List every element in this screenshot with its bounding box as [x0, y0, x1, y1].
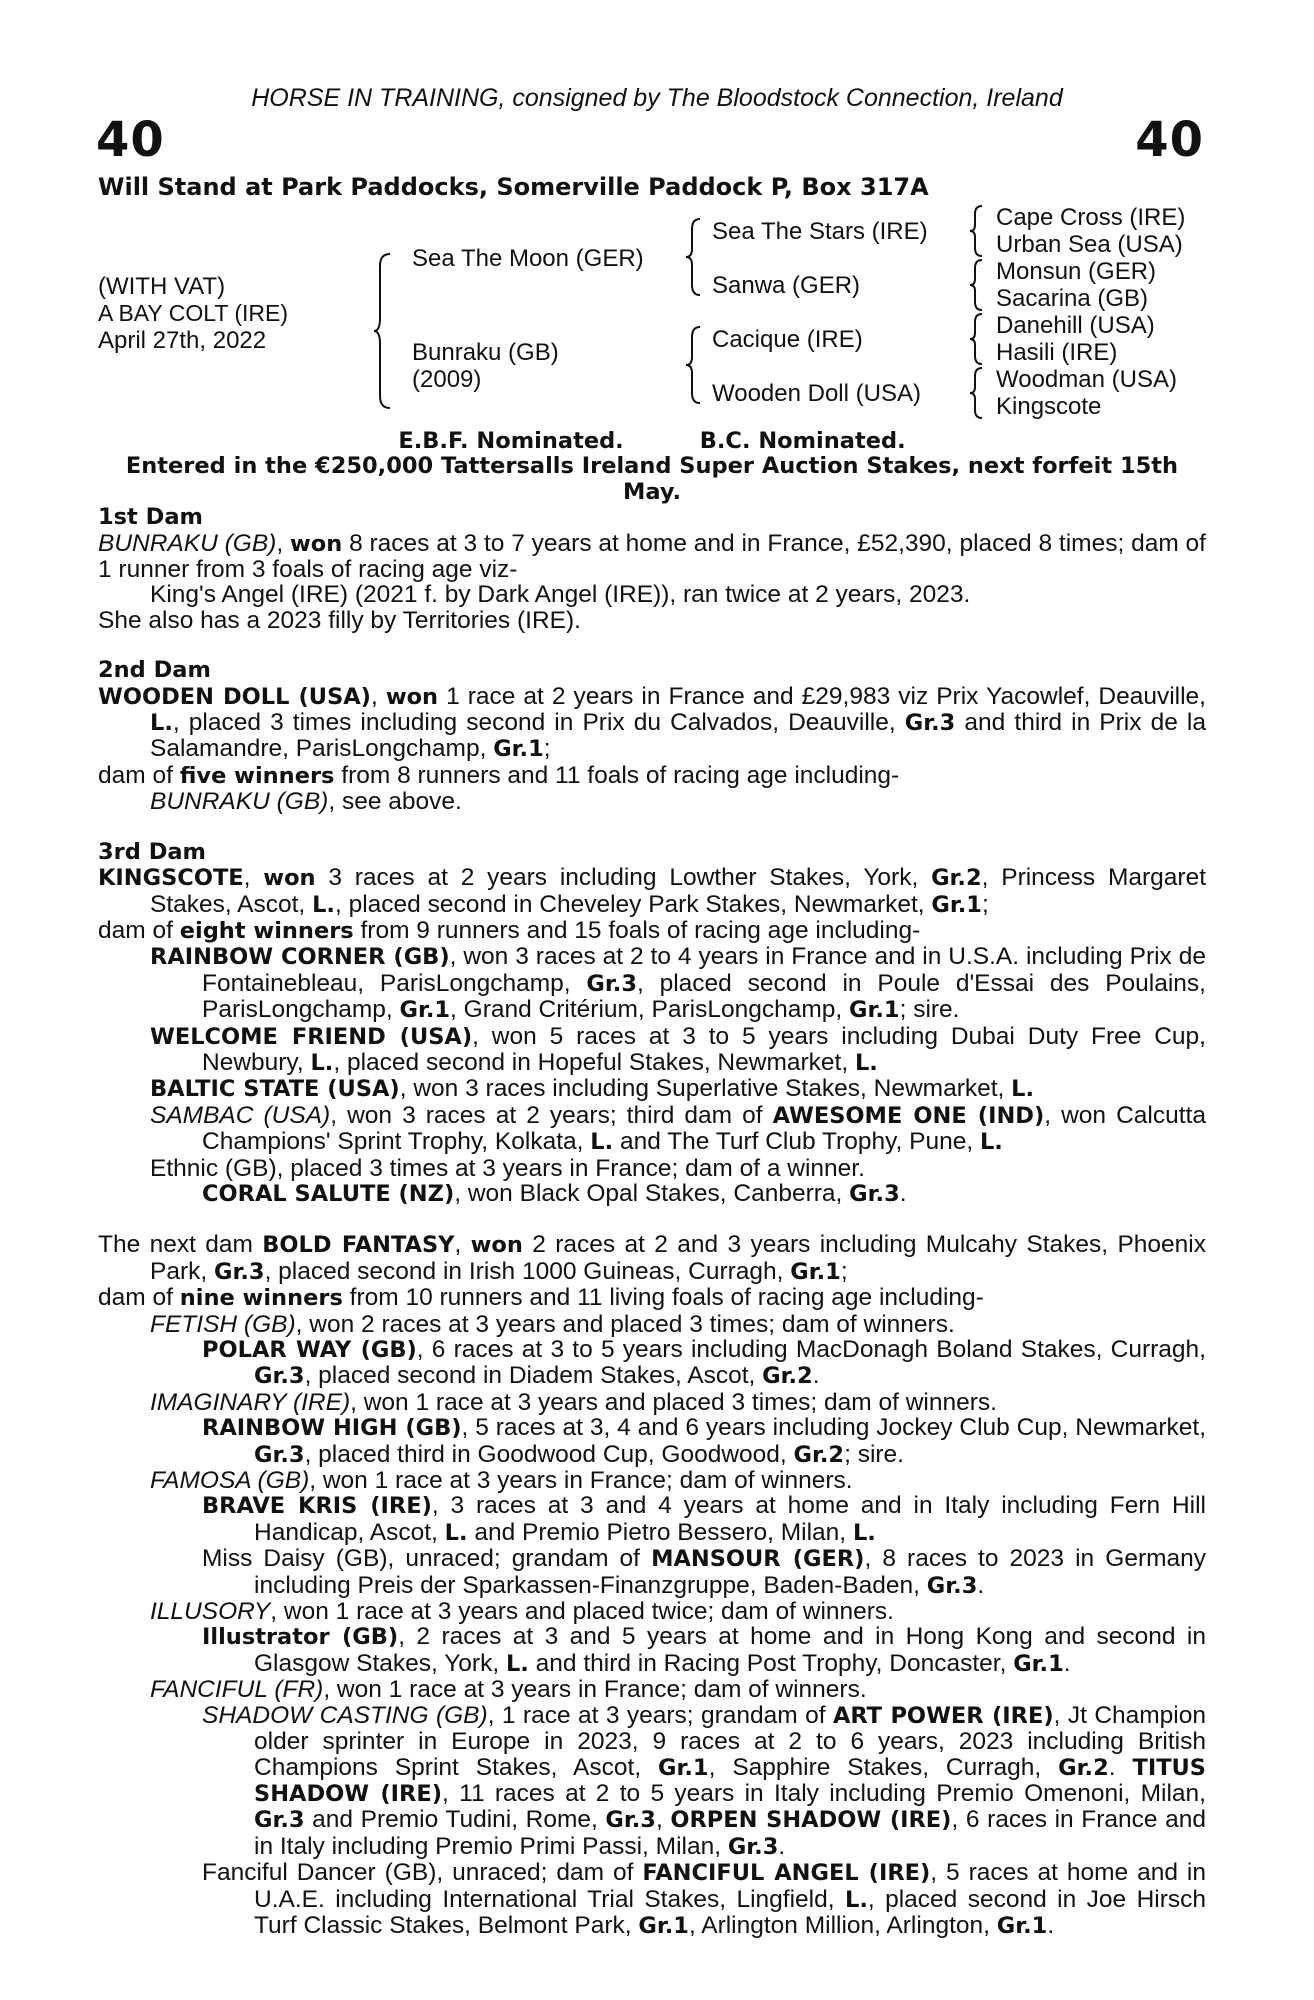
listed-label: L. — [844, 1886, 868, 1913]
record-text: , won 3 races at 2 years; third dam of — [330, 1101, 773, 1129]
grade-label: Gr.1 — [996, 1912, 1048, 1939]
grandsire-1: Cape Cross (IRE) — [996, 204, 1186, 231]
pedigree-brace-dam — [684, 325, 704, 405]
dam-name: WOODEN DOLL (USA) — [98, 683, 371, 710]
produce-name: FETISH (GB) — [150, 1310, 296, 1338]
record-text: , won 3 races at 2 to 4 years in France and in U.S.A. including Prix de Fontainebleau, ParisLongchamp, — [202, 943, 1206, 997]
granddam-2: Sacarina (GB) — [996, 285, 1149, 312]
record-text: dam of — [98, 1284, 180, 1312]
produce-name: ILLUSORY — [150, 1598, 271, 1626]
grandsire-3: Danehill (USA) — [996, 312, 1155, 339]
sire-sire: Sea The Stars (IRE) — [712, 218, 928, 245]
grade-label: Gr.3 — [214, 1258, 265, 1285]
grade-label: Gr.3 — [254, 1363, 305, 1390]
grade-label: Gr.1 — [849, 997, 900, 1024]
record-text: , Grand Critérium, ParisLongchamp, — [450, 996, 850, 1024]
listed-label: L. — [590, 1129, 614, 1156]
grade-label: Gr.3 — [926, 1572, 978, 1599]
record-text: , Jt Champion older sprinter in Europe in 2023, 9 races at 2 to 6 years, 2023 including British Champions Sprint Stakes, Ascot, — [254, 1701, 1207, 1781]
record-text: and The Turf Club Trophy, Pune, — [613, 1128, 980, 1156]
record-text: , 1 race at 3 years; grandam of — [487, 1701, 833, 1729]
listed-label: L. — [1011, 1076, 1035, 1103]
grade-label: Gr.1 — [399, 997, 451, 1024]
record-text: , 6 races at 3 to 5 years including MacDonagh Boland Stakes, Curragh, — [416, 1336, 1206, 1363]
produce-famosa — [98, 1468, 1206, 1493]
consignment-line: HORSE IN TRAINING, consigned by The Bloodstock Connection, Ireland — [251, 84, 1063, 112]
third-dam-heading: 3rd Dam — [98, 838, 206, 865]
record-text: and third in Racing Post Trophy, Doncaster, — [528, 1649, 1014, 1677]
record-text: , 2 races at 3 and 5 years at home and in Hong Kong and second in Glasgow Stakes, York, — [254, 1623, 1206, 1677]
granddam-4: Kingscote — [996, 393, 1102, 420]
produce-welcome-friend — [98, 1024, 1206, 1077]
dam-name: KINGSCOTE — [98, 865, 244, 892]
produce-name: CORAL SALUTE (NZ) — [202, 1180, 455, 1207]
listed-label: L. — [444, 1519, 468, 1546]
record-text: , won 1 race at 3 years in France; dam of winners. — [309, 1467, 853, 1495]
nominations — [98, 429, 1206, 454]
winners-count: five winners — [179, 762, 335, 789]
record-text: dam of — [98, 761, 180, 789]
record-text: from 9 runners and 15 foals of racing age including- — [353, 916, 921, 944]
pedigree-brace-main — [372, 252, 394, 410]
record-text: , Sapphire Stakes, Curragh, — [708, 1753, 1059, 1781]
record-text: , 5 races at 3, 4 and 6 years including Jockey Club Cup, Newmarket, — [461, 1414, 1206, 1442]
record-text: from 8 runners and 11 foals of racing age including- — [334, 761, 900, 789]
pedigree-brace-sire — [684, 217, 704, 297]
dam-name: BUNRAKU (GB) — [98, 529, 277, 557]
descendant-name: AWESOME ONE (IND) — [772, 1102, 1045, 1129]
won-label: won — [289, 530, 343, 557]
produce-illusory — [98, 1599, 1206, 1624]
horse-name: A BAY COLT (IRE) — [98, 300, 289, 326]
record-text: . — [1108, 1753, 1133, 1781]
third-dam-produce-summary — [98, 918, 1206, 944]
catalogue-body — [98, 429, 1206, 1939]
listed-label: L. — [310, 1049, 334, 1076]
first-dam-record: BUNRAKU (GB), won 8 races at 3 to 7 years at home and in France, £52,390, placed 8 times; dam of 1 runner from 3 foals of racing age viz- — [98, 529, 1206, 584]
record-text: . — [1063, 1649, 1071, 1677]
pedigree-brace-g4 — [968, 366, 986, 420]
record-text: , placed second in Cheveley Park Stakes, Newmarket, — [334, 890, 932, 918]
grade-label: Gr.2 — [1058, 1754, 1109, 1781]
second-dam-heading: 2nd Dam — [98, 657, 211, 684]
won-label: won — [263, 865, 316, 892]
grade-label: Gr.3 — [254, 1807, 305, 1834]
granddam-1: Urban Sea (USA) — [996, 231, 1183, 258]
dam-sire: Cacique (IRE) — [712, 326, 863, 353]
record-text: . — [899, 1179, 907, 1207]
sire-dam: Sanwa (GER) — [712, 272, 861, 299]
descendant-name: ART POWER (IRE) — [832, 1702, 1054, 1729]
record-text: , won 1 race at 3 years and placed twice; dam of winners. — [270, 1598, 894, 1626]
second-dam-produce-summary — [98, 763, 1206, 789]
produce-rainbow-corner — [98, 944, 1206, 1023]
record-text: , placed second in Poule d'Essai des Poulains, ParisLongchamp, — [202, 969, 1206, 1024]
produce-polar-way — [98, 1337, 1206, 1390]
produce-name: BUNRAKU (GB) — [150, 788, 329, 816]
first-dam-heading: 1st Dam — [98, 504, 203, 531]
produce-name: FANCIFUL (FR) — [150, 1676, 324, 1704]
record-text: , won 1 race at 3 years and placed 3 times; dam of winners. — [350, 1388, 997, 1416]
record-text: Miss Daisy (GB), unraced; grandam of — [202, 1545, 652, 1573]
sire: Sea The Moon (GER) — [412, 245, 644, 272]
record-text: , won Black Opal Stakes, Canberra, — [454, 1179, 850, 1207]
next-dam-produce-summary — [98, 1285, 1206, 1311]
lot-number-left: 40 — [96, 112, 165, 168]
produce-rainbow-high — [98, 1415, 1206, 1468]
first-dam-produce: King's Angel (IRE) (2021 f. by Dark Angel (IRE)), ran twice at 2 years, 2023. — [150, 581, 971, 609]
grandsire-2: Monsun (GER) — [996, 258, 1157, 285]
descendant-name: ORPEN SHADOW (IRE) — [670, 1807, 952, 1834]
record-text: . — [812, 1362, 820, 1390]
record-text: The next dam — [98, 1231, 263, 1259]
record-text: dam of — [98, 916, 180, 944]
produce-brave-kris — [98, 1493, 1206, 1546]
ebf-nomination: E.B.F. Nominated. — [398, 428, 624, 454]
record-text: , won 2 races at 3 years and placed 3 times; dam of winners. — [295, 1310, 955, 1338]
record-text: 3 races at 2 years including Lowther Stakes, York, — [315, 864, 932, 892]
produce-name: FAMOSA (GB) — [150, 1467, 310, 1495]
produce-miss-daisy — [98, 1546, 1206, 1599]
record-text: , placed second in Irish 1000 Guineas, Curragh, — [264, 1257, 791, 1285]
listed-label: L. — [150, 710, 173, 737]
produce-name: RAINBOW CORNER (GB) — [150, 944, 450, 971]
descendant-name: TITUS SHADOW (IRE) — [254, 1754, 1207, 1807]
produce-name: SAMBAC (USA) — [150, 1101, 331, 1129]
produce-coral-salute — [98, 1181, 1206, 1207]
third-dam-record: KINGSCOTE, won 3 races at 2 years including Lowther Stakes, York, Gr.2, Princess Margaret Stakes, Ascot, L., placed second in Cheveley Park Stakes, Newmarket, Gr.1; — [98, 864, 1206, 918]
second-dam-produce — [98, 789, 1206, 814]
record-text: ; — [543, 735, 551, 763]
produce-imaginary — [98, 1390, 1206, 1415]
grade-label: Gr.3 — [727, 1833, 779, 1860]
produce-fanciful-dancer — [98, 1860, 1206, 1939]
grade-label: Gr.1 — [1013, 1650, 1064, 1677]
listed-label: L. — [312, 891, 335, 918]
record-text: , see above. — [328, 788, 462, 816]
grade-label: Gr.2 — [762, 1363, 813, 1390]
produce-name: POLAR WAY (GB) — [202, 1337, 417, 1363]
record-text: , placed 3 times including second in Prix du Calvados, Deauville, — [172, 709, 905, 737]
listed-label: L. — [854, 1049, 878, 1076]
record-text: , placed second in Diadem Stakes, Ascot, — [304, 1362, 763, 1390]
pedigree-brace-g3 — [968, 312, 986, 366]
record-text: and Premio Tudini, Rome, — [304, 1806, 606, 1834]
record-text: , placed third in Goodwood Cup, Goodwood, — [304, 1440, 794, 1468]
second-dam-record: WOODEN DOLL (USA), won 1 race at 2 years in France and £29,983 viz Prix Yacowlef, Deauville, L., placed 3 times including second in Prix du Calvados, Deauville, Gr.3 and third in Prix de la Salamandre, ParisLongchamp, Gr.1; — [98, 682, 1206, 763]
pedigree-brace-g1 — [968, 204, 986, 258]
winners-count: eight winners — [179, 917, 354, 944]
grade-label: Gr.1 — [493, 736, 544, 763]
record-text: and third in Prix de la Salamandre, ParisLongchamp, — [150, 709, 1206, 763]
stand-location: Will Stand at Park Paddocks, Somerville Paddock P, Box 317A — [98, 173, 929, 201]
produce-name: BRAVE KRIS (IRE) — [202, 1493, 432, 1520]
record-text: , 5 races at home and in U.A.E. including International Trial Stakes, Lingfield, — [254, 1859, 1206, 1913]
pedigree-brace-g2 — [968, 258, 986, 312]
produce-baltic-state — [98, 1076, 1206, 1102]
next-dam-record — [98, 1232, 1206, 1285]
produce-fetish — [98, 1312, 1206, 1337]
record-text: ; sire. — [899, 996, 960, 1024]
foaling-date: April 27th, 2022 — [98, 327, 267, 354]
record-text: , — [454, 1231, 471, 1259]
lot-number-right: 40 — [1135, 112, 1204, 168]
dam-year: (2009) — [412, 366, 482, 393]
record-text: , 3 races at 3 and 4 years at home and in Italy including Fern Hill Handicap, Ascot, — [254, 1492, 1206, 1546]
dam-name: BOLD FANTASY — [262, 1232, 455, 1259]
record-text: , 11 races at 2 to 5 years in Italy including Premio Omenoni, Milan, — [442, 1779, 1206, 1807]
descendant-name: MANSOUR (GER) — [651, 1546, 865, 1573]
record-text: , — [655, 1806, 671, 1834]
grade-label: Gr.3 — [254, 1441, 305, 1468]
produce-sambac — [98, 1103, 1206, 1156]
grade-label: Gr.1 — [658, 1754, 709, 1781]
record-text: , placed second in Joe Hirsch Turf Classic Stakes, Belmont Park, — [254, 1885, 1207, 1939]
won-label: won — [470, 1232, 523, 1259]
won-label: won — [385, 683, 439, 710]
listed-label: L. — [852, 1519, 876, 1546]
produce-name: IMAGINARY (IRE) — [150, 1388, 351, 1416]
grade-label: Gr.2 — [793, 1441, 845, 1468]
record-text: . — [1047, 1911, 1055, 1939]
grade-label: Gr.1 — [790, 1258, 841, 1285]
listed-label: L. — [505, 1650, 529, 1677]
record-text: ; sire. — [844, 1440, 904, 1468]
record-text: . — [977, 1571, 985, 1599]
record-text: 8 races at 3 to 7 years at home and in France, £52,390, placed 8 times; dam of 1 runner from 3 foals of racing age viz- — [98, 529, 1206, 584]
grade-label: Gr.3 — [904, 710, 956, 737]
produce-ethnic: Ethnic (GB), placed 3 times at 3 years in France; dam of a winner. — [150, 1154, 865, 1182]
record-text: , won 1 race at 3 years in France; dam of winners. — [323, 1676, 867, 1704]
bc-nomination: B.C. Nominated. — [699, 428, 906, 454]
record-text: , 6 races in France and in Italy including Premio Primi Passi, Milan, — [254, 1806, 1207, 1860]
race-entry: Entered in the €250,000 Tattersalls Ireland Super Auction Stakes, next forfeit 15th May. — [125, 453, 1179, 505]
grandsire-4: Woodman (USA) — [996, 366, 1177, 393]
record-text: , 8 races to 2023 in Germany including Preis der Sparkassen-Finanzgruppe, Baden-Baden, — [254, 1545, 1207, 1599]
first-dam-note: She also has a 2023 filly by Territories (IRE). — [98, 606, 581, 634]
produce-name: WELCOME FRIEND (USA) — [150, 1023, 473, 1050]
grade-label: Gr.1 — [931, 891, 982, 918]
record-text: , Princess Margaret Stakes, Ascot, — [150, 864, 1206, 918]
produce-name: Illustrator (GB) — [202, 1624, 399, 1651]
produce-name: SHADOW CASTING (GB) — [202, 1701, 488, 1729]
record-text: , won Calcutta Champions' Sprint Trophy, Kolkata, — [202, 1101, 1206, 1156]
grade-label: Gr.1 — [638, 1912, 689, 1939]
produce-name: BALTIC STATE (USA) — [150, 1076, 400, 1103]
grade-label: Gr.3 — [586, 970, 637, 997]
winners-count: nine winners — [179, 1285, 343, 1312]
vat-label: (WITH VAT) — [98, 273, 226, 300]
produce-shadow-casting — [98, 1703, 1206, 1860]
record-text: . — [778, 1832, 786, 1860]
produce-fanciful — [98, 1677, 1206, 1702]
record-text: 1 race at 2 years in France and £29,983 viz Prix Yacowlef, Deauville, — [438, 682, 1206, 710]
record-text: from 10 runners and 11 living foals of racing age including- — [342, 1284, 984, 1312]
record-text: , won 3 races including Superlative Stakes, Newmarket, — [399, 1075, 1012, 1103]
dam-dam: Wooden Doll (USA) — [712, 380, 921, 407]
record-text: 2 races at 2 and 3 years including Mulcahy Stakes, Phoenix Park, — [150, 1231, 1206, 1285]
record-text: Fanciful Dancer (GB), unraced; dam of — [202, 1859, 643, 1887]
grade-label: Gr.3 — [849, 1180, 900, 1207]
record-text: and Premio Pietro Bessero, Milan, — [467, 1518, 853, 1546]
granddam-3: Hasili (IRE) — [996, 339, 1118, 366]
dam: Bunraku (GB) — [412, 339, 559, 366]
grade-label: Gr.3 — [605, 1807, 656, 1834]
produce-illustrator — [98, 1624, 1206, 1677]
produce-name: RAINBOW HIGH (GB) — [202, 1415, 462, 1442]
record-text: , won 5 races at 3 to 5 years including Dubai Duty Free Cup, Newbury, — [202, 1022, 1206, 1076]
grade-label: Gr.2 — [931, 865, 982, 892]
record-text: , Arlington Million, Arlington, — [688, 1911, 997, 1939]
listed-label: L. — [979, 1129, 1003, 1156]
record-text: ; — [981, 890, 989, 918]
record-text: , placed second in Hopeful Stakes, Newmarket, — [333, 1048, 855, 1076]
descendant-name: FANCIFUL ANGEL (IRE) — [642, 1860, 931, 1887]
record-text: ; — [840, 1257, 848, 1285]
